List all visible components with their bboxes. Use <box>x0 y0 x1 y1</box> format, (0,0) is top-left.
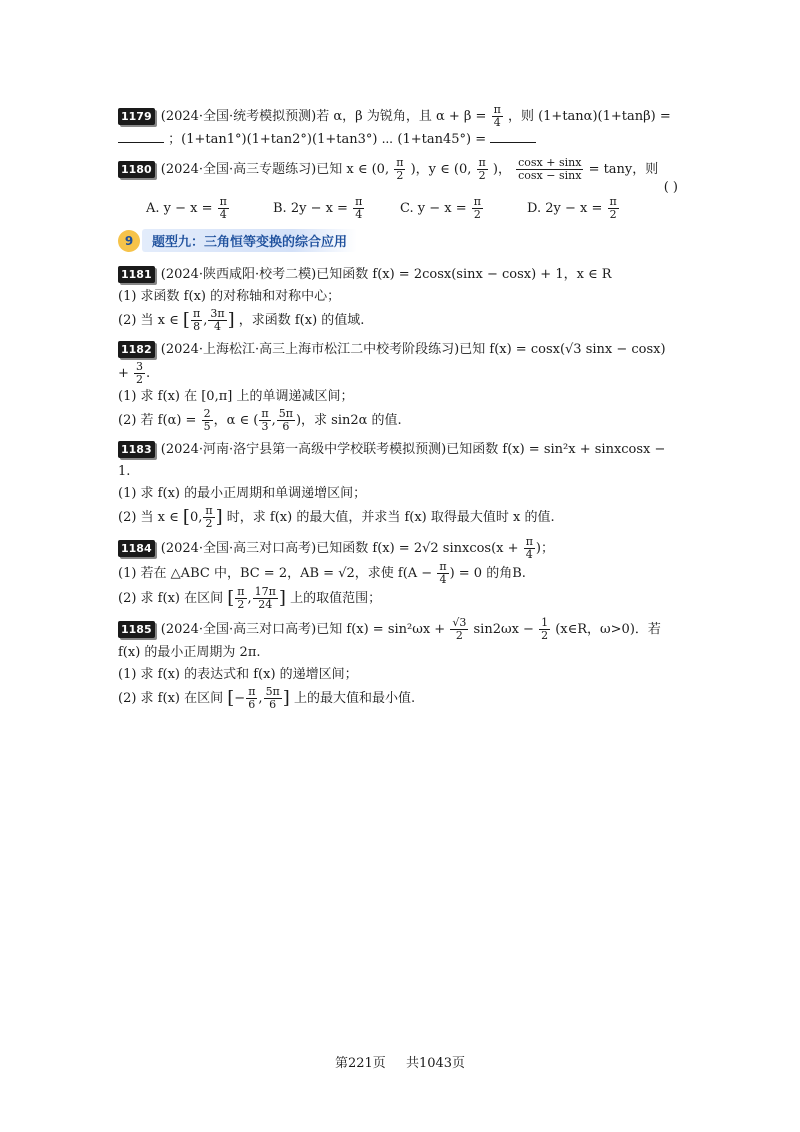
subquestion-2: (2) 求 f(x) 在区间 [− $\frac{\pi}{6}$ , $\frac{5\pi}{6}$ ] 上的最大值和最小值. <box>118 685 416 711</box>
subquestion-1: (1) 求函数 f(x) 的对称轴和对称中心； <box>118 289 341 304</box>
subquestion-2: (2) 当 x ∈ [ $\frac{\pi}{8}$ , $\frac{3\pi}{4}$ ] ，求函数 f(x) 的值域. <box>118 307 365 333</box>
problem-number: 1179 <box>118 108 155 125</box>
problem-1183 <box>118 439 678 530</box>
problem-text: + $\frac{3}{2}$ . <box>118 360 151 386</box>
problem-text: )， <box>492 162 511 177</box>
choice-a[interactable]: A. y − x = $\frac{\pi}{4}$ <box>146 195 227 221</box>
problem-number: 1182 <box>118 341 155 358</box>
subquestion-2: (2) 若 f(α) = $\frac{2}{5}$ ，α ∈ ( $\frac{\pi}{3}$ , $\frac{5\pi}{6}$ )，求 sin2α 的值. <box>118 407 402 433</box>
problem-text: = tany，则 <box>588 162 659 177</box>
problem-text: ，则 (1+tanα)(1+tanβ) = <box>507 109 671 124</box>
subquestion-1: (1) 求 f(x) 的最小正周期和单调递增区间； <box>118 486 367 501</box>
problem-text: (2024·全国·高三专题练习)已知 x ∈ (0, <box>160 162 390 177</box>
choice-c[interactable]: C. y − x = $\frac{\pi}{2}$ <box>400 195 481 221</box>
fraction: $\frac{\pi}{4}$ <box>493 103 501 129</box>
page-footer <box>0 1052 800 1071</box>
problem-text: )，y ∈ (0, <box>410 162 472 177</box>
problem-1179 <box>118 104 678 151</box>
total-pages: 共1043页 <box>405 1056 466 1071</box>
problem-1182 <box>118 339 678 433</box>
section-badge: 9 <box>118 230 140 252</box>
answer-paren[interactable]: ( ) <box>663 180 678 195</box>
fraction: $\frac{\pi}{2}$ <box>396 156 404 182</box>
problem-1185: 1185 (2024·全国·高三对口高考)已知 f(x) = sin²ωx + $\frac{√3}{2}$ sin2ωx − $\frac{1}{2}$ (x∈R，ω>0)．若 f(x) 的最小正周期为 2π. (1) 求 f(x) 的表达式和 f(x) 的递增区间； (2) 求 f(x) 在区间 [− $\frac{\pi}{6}$ , $\frac{5\pi}{6}$ ] 上的最大值和最小值. <box>118 617 678 711</box>
problem-number: 1185 <box>118 621 155 638</box>
choice-b[interactable]: B. 2y − x = $\frac{\pi}{4}$ <box>273 195 363 221</box>
problem-number: 1183 <box>118 441 155 458</box>
problem-text: 1. <box>118 464 131 479</box>
problem-text: ；(1+tan1°)(1+tan2°)(1+tan3°) ⋯ (1+tan45°) = <box>168 132 487 147</box>
subquestion-2: (2) 求 f(x) 在区间 [ $\frac{\pi}{2}$ , $\frac{17\pi}{24}$ ] 上的取值范围； <box>118 585 382 611</box>
choice-d[interactable]: D. 2y − x = $\frac{\pi}{2}$ <box>527 195 617 221</box>
problem-text: (2024·全国·高三对口高考)已知 f(x) = sin²ωx + <box>160 622 446 637</box>
answer-blank[interactable] <box>490 130 536 143</box>
problem-text: (2024·上海松江·高三上海市松江二中校考阶段练习)已知 f(x) = cosx(√3 sinx − cosx) <box>160 342 666 357</box>
problem-text: (2024·全国·统考模拟预测)若 α，β 为锐角，且 α + β = <box>160 109 487 124</box>
subquestion-1: (1) 求 f(x) 的表达式和 f(x) 的递增区间； <box>118 667 358 682</box>
subquestion-1: (1) 若在 △ABC 中，BC = 2，AB = √2，求使 f(A − $\frac{\pi}{4}$ ) = 0 的角B. <box>118 560 526 586</box>
section-header <box>118 229 678 252</box>
problem-text: (2024·全国·高三对口高考)已知函数 f(x) = 2√2 sinxcos(x + <box>160 541 519 556</box>
fraction: $\frac{\pi}{2}$ <box>478 156 486 182</box>
subquestion-2: (2) 当 x ∈ [0, $\frac{\pi}{2}$ ] 时，求 f(x) 的最大值，并求当 f(x) 取得最大值时 x 的值. <box>118 504 555 530</box>
page-content <box>118 104 678 717</box>
answer-blank[interactable] <box>118 130 164 143</box>
problem-text: (2024·河南·洛宁县第一高级中学校联考模拟预测)已知函数 f(x) = sin²x + sinxcosx − <box>160 442 666 457</box>
fraction: $\frac{\cos x + \sin x}{\cos x - \sin x}$ <box>518 156 582 182</box>
problem-number: 1180 <box>118 161 155 178</box>
section-title: 题型九：三角恒等变换的综合应用 <box>142 229 357 252</box>
choices <box>118 196 678 221</box>
problem-1184: 1184 (2024·全国·高三对口高考)已知函数 f(x) = 2√2 sinxcos(x + $\frac{\pi}{4}$ )； (1) 若在 △ABC 中，BC = 2，AB = √2，求使 f(A − $\frac{\pi}{4}$ ) = 0 的角B. (2) 求 f(x) 在区间 [ $\frac{\pi}{2}$ , $\frac{17\pi}{24}$ ] 上的取值范围； <box>118 536 678 611</box>
problem-1180 <box>118 157 678 221</box>
subquestion-1: (1) 求 f(x) 在 [0,π] 上的单调递减区间； <box>118 389 354 404</box>
problem-text: (2024·陕西咸阳·校考二模)已知函数 f(x) = 2cosx(sinx − cosx) + 1，x ∈ R <box>160 267 612 282</box>
problem-number: 1184 <box>118 540 155 557</box>
problem-number: 1181 <box>118 266 155 283</box>
problem-1181 <box>118 264 678 333</box>
page-number: 第221页 <box>334 1056 386 1071</box>
problem-text: f(x) 的最小正周期为 2π. <box>118 645 261 660</box>
